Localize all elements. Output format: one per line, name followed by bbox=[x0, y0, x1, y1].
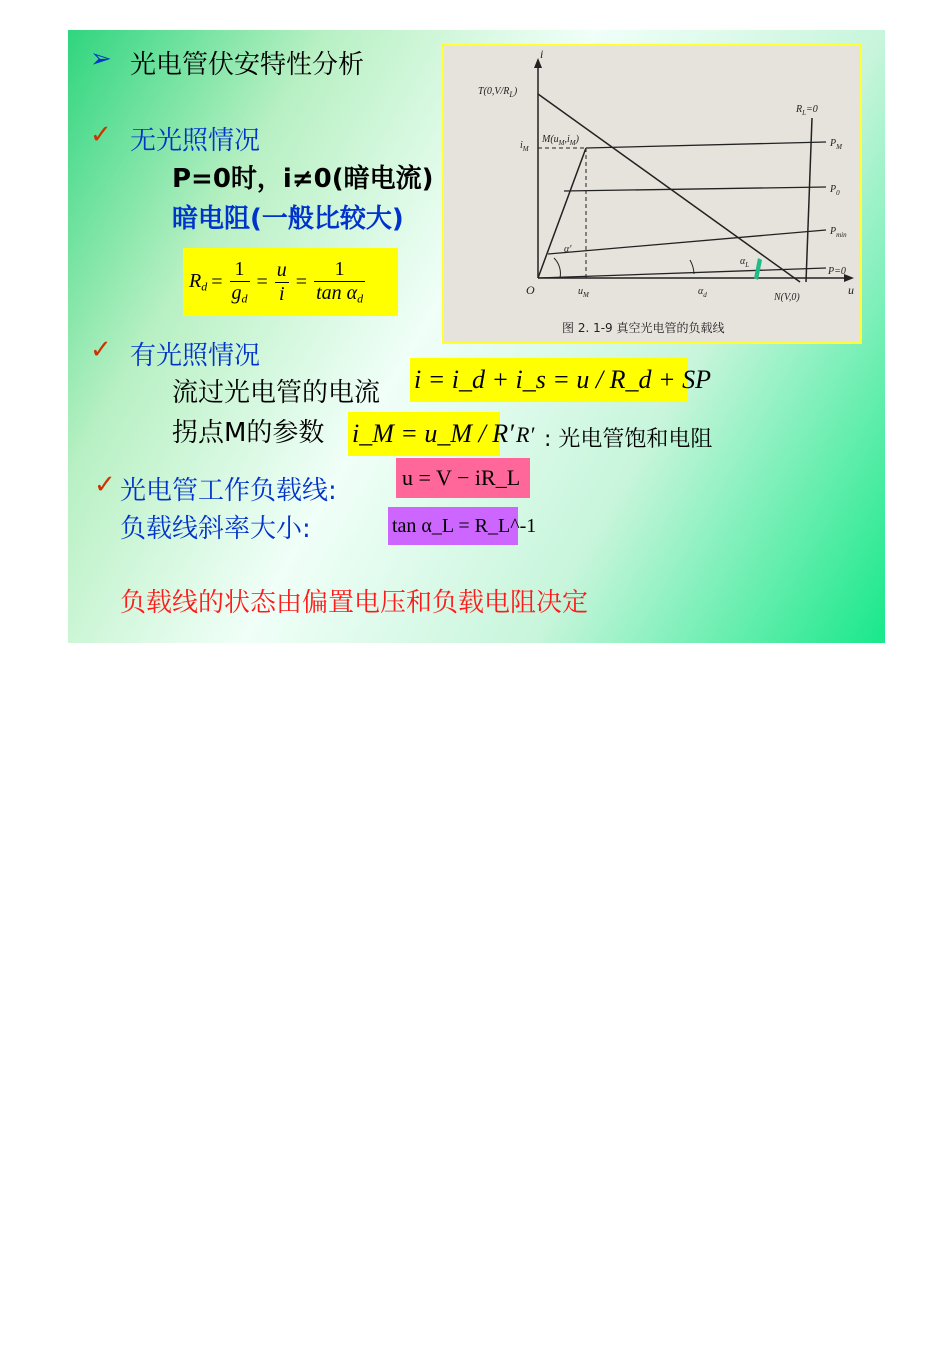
knee-point-formula: i_M = u_M / R′ bbox=[348, 412, 500, 456]
load-line-label: 光电管工作负载线: bbox=[120, 476, 337, 506]
im-label: $i_M$ bbox=[520, 140, 529, 153]
curve-pm bbox=[586, 142, 826, 148]
alpha-l-marker bbox=[754, 258, 762, 280]
point-n-label: N(V,0) bbox=[774, 292, 800, 303]
curve-p0 bbox=[564, 187, 826, 191]
curve-p0-zero bbox=[538, 268, 826, 278]
rl-zero-label: $R_L=0$ bbox=[796, 104, 818, 117]
load-line-figure bbox=[442, 44, 862, 344]
load-line-graph bbox=[444, 46, 860, 342]
pm-label: $P_M$ bbox=[830, 138, 842, 151]
saturation-boundary bbox=[538, 148, 586, 278]
check-icon: ✓ bbox=[94, 470, 116, 500]
slope-label: 负载线斜率大小: bbox=[120, 514, 311, 544]
conclusion-text: 负载线的状态由偏置电压和负载电阻决定 bbox=[120, 588, 589, 618]
point-t-label: $T(0,V/R_L)$ bbox=[478, 86, 518, 99]
slope-formula: tan α_L = R_L^-1 bbox=[388, 507, 518, 545]
um-label: $u_M$ bbox=[578, 286, 589, 299]
slide bbox=[68, 30, 885, 643]
origin-label: O bbox=[526, 283, 535, 297]
figure-caption: 图 2. 1-9 真空光电管的负载线 bbox=[562, 321, 725, 335]
check-icon: ✓ bbox=[90, 120, 112, 150]
alpha-prime-label: α′ bbox=[564, 244, 572, 255]
alpha-l-label: $\alpha_L$ bbox=[740, 256, 750, 269]
load-line-formula: u = V − iR_L bbox=[396, 458, 530, 498]
p0-label: $P_0$ bbox=[830, 184, 840, 197]
with-light-line1: 流过光电管的电流 bbox=[172, 378, 381, 408]
dark-resistance-formula: $R_d$ = $\frac{1}{g_d}$ = $\frac{u}{i}$ = $\frac{1}{\tan \alpha_d}$ bbox=[183, 248, 398, 316]
no-light-line2: 暗电阻(一般比较大) bbox=[172, 204, 404, 234]
pmin-label: $P_{min}$ bbox=[830, 226, 847, 239]
saturation-resistance-symbol: R′ bbox=[516, 422, 535, 447]
bullet-arrow-icon: ➢ bbox=[90, 44, 112, 74]
check-icon: ✓ bbox=[90, 335, 112, 365]
p-zero-label: P=0 bbox=[828, 266, 846, 277]
alpha-d-label: $\alpha_d$ bbox=[698, 286, 707, 299]
current-formula: i = i_d + i_s = u / R_d + SP bbox=[410, 358, 688, 402]
alpha-d-arc bbox=[690, 260, 694, 274]
saturation-resistance-note: : 光电管饱和电阻 bbox=[544, 427, 713, 452]
slide-title: 光电管伏安特性分析 bbox=[130, 50, 365, 80]
with-light-line2: 拐点M的参数 bbox=[172, 418, 325, 448]
no-light-heading: 无光照情况 bbox=[130, 126, 261, 156]
no-light-line1: P=0时，i≠0(暗电流) bbox=[172, 164, 434, 194]
curve-pmin bbox=[548, 230, 826, 254]
alpha-prime-arc bbox=[554, 258, 560, 278]
i-axis-label: i bbox=[540, 47, 544, 61]
u-axis-label: u bbox=[848, 283, 854, 297]
point-m-label: $M(u_M,i_M)$ bbox=[542, 134, 579, 147]
with-light-heading: 有光照情况 bbox=[130, 341, 261, 371]
